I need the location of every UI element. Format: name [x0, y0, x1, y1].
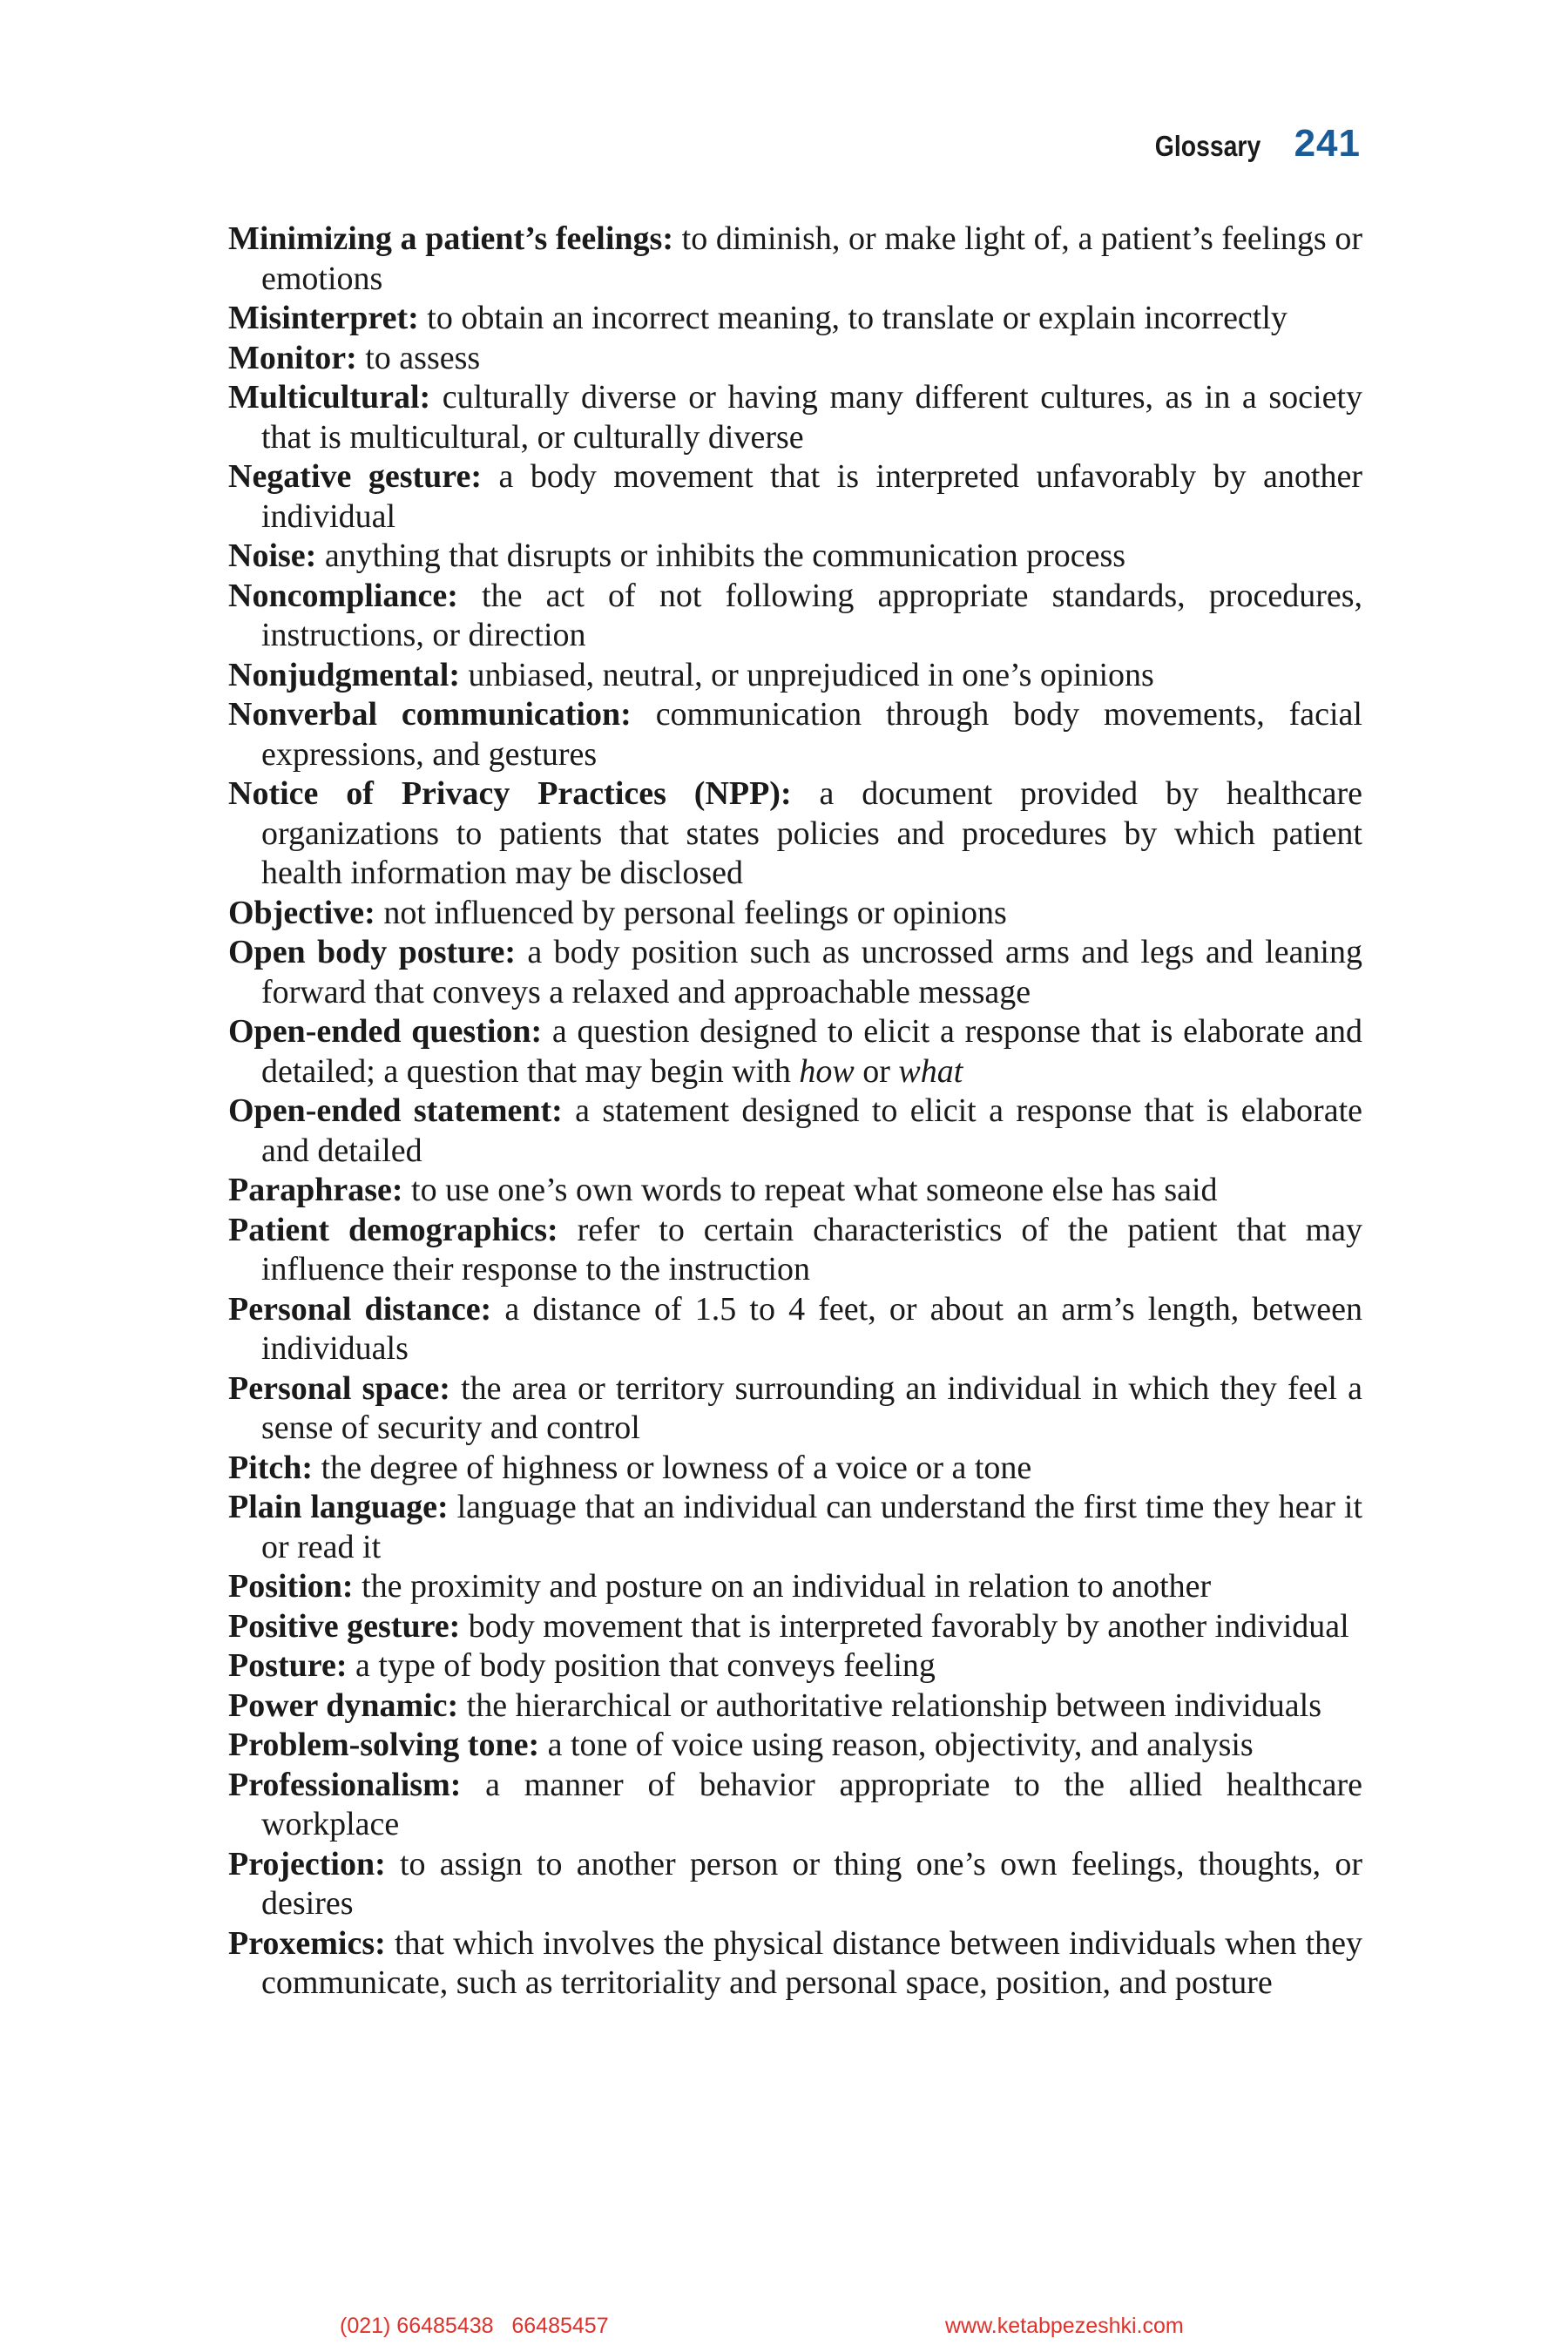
- glossary-definition: to diminish, or make light of, a patient’s feelings or emotions: [261, 220, 1362, 297]
- glossary-term: Multicultural:: [228, 379, 431, 416]
- glossary-entry: [228, 1488, 1362, 1567]
- glossary-entry: [228, 378, 1362, 457]
- glossary-definition-connector: or: [854, 1052, 899, 1090]
- glossary-definition: a tone of voice using reason, objectivity, and analysis: [539, 1727, 1254, 1763]
- glossary-term: Pitch:: [228, 1449, 314, 1486]
- glossary-entry: [228, 1924, 1362, 2004]
- glossary-entry: [228, 339, 1362, 379]
- glossary-term: Nonjudgmental:: [228, 656, 461, 693]
- glossary-entry: [228, 1686, 1362, 1727]
- glossary-term: Negative gesture:: [228, 458, 483, 495]
- glossary-term: Projection:: [228, 1845, 386, 1882]
- glossary-definition: refer to certain characteristics of the patient that may influence their response to the instruction: [261, 1211, 1363, 1288]
- glossary-definition: a body movement that is interpreted unfavorably by another individual: [261, 458, 1362, 535]
- glossary-term: Open body posture:: [228, 934, 517, 970]
- glossary-definition: a manner of behavior appropriate to the allied healthcare workplace: [261, 1766, 1362, 1842]
- glossary-definition: the act of not following appropriate standards, procedures, instructions, or direction: [261, 577, 1362, 653]
- glossary-term: Proxemics:: [228, 1924, 386, 1962]
- glossary-entry: [228, 774, 1362, 894]
- glossary-definition: body movement that is interpreted favorably by another individual: [460, 1607, 1349, 1645]
- glossary-definition: unbiased, neutral, or unprejudiced in one’s opinions: [460, 656, 1154, 693]
- glossary-definition: a document provided by healthcare organizations to patients that states policies and procedures by which patient health information may be disclosed: [261, 775, 1362, 891]
- glossary-entry: [228, 1766, 1362, 1845]
- glossary-definition: anything that disrupts or inhibits the communication process: [316, 537, 1126, 574]
- running-head: [1138, 122, 1361, 166]
- glossary-entry: [228, 1012, 1362, 1092]
- glossary-definition: to use one’s own words to repeat what someone else has said: [402, 1172, 1218, 1208]
- glossary-entry: [228, 1211, 1362, 1290]
- glossary-definition: not influenced by personal feelings or opinions: [375, 894, 1007, 931]
- glossary-term: Monitor:: [228, 339, 357, 376]
- glossary-entry: [228, 1449, 1362, 1489]
- glossary-entry: [228, 220, 1362, 299]
- glossary-term: Personal distance:: [228, 1290, 492, 1328]
- glossary-entry: [228, 1567, 1362, 1607]
- glossary-term: Personal space:: [228, 1369, 450, 1407]
- glossary-term: Noise:: [228, 537, 317, 574]
- glossary-entry: [228, 1607, 1362, 1647]
- glossary-definition: culturally diverse or having many different cultures, as in a society that is multicultural, or culturally diverse: [261, 379, 1362, 456]
- glossary-entry: [228, 1646, 1362, 1686]
- page-number: 241: [1294, 122, 1361, 165]
- glossary-term: Noncompliance:: [228, 577, 458, 614]
- glossary-term: Open-ended question:: [228, 1013, 543, 1050]
- glossary-term: Nonverbal communication:: [228, 696, 632, 733]
- glossary-term: Professionalism:: [228, 1766, 462, 1803]
- glossary-term: Misinterpret:: [228, 300, 419, 336]
- glossary-term: Paraphrase:: [228, 1172, 403, 1208]
- section-title: Glossary: [1155, 130, 1261, 162]
- glossary-entry: [228, 1290, 1362, 1369]
- glossary-definition: a question designed to elicit a response that is elaborate and detailed; a question that may begin with: [261, 1013, 1362, 1090]
- glossary-term: Posture:: [228, 1647, 348, 1684]
- glossary-term: Positive gesture:: [228, 1607, 461, 1645]
- glossary-entry: [228, 299, 1362, 339]
- glossary-term: Position:: [228, 1568, 354, 1605]
- glossary-entry: [228, 457, 1362, 537]
- glossary-entry: [228, 656, 1362, 696]
- glossary-definition: a statement designed to elicit a response that is elaborate and detailed: [261, 1092, 1362, 1169]
- glossary-definition: to assess: [356, 339, 481, 376]
- glossary-entry: [228, 933, 1362, 1012]
- glossary-definition: the area or territory surrounding an individual in which they feel a sense of security and control: [261, 1369, 1363, 1446]
- glossary-definition: that which involves the physical distance between individuals when they communicate, such as territoriality and personal space, position, and posture: [261, 1924, 1362, 2001]
- glossary-term: Problem-solving tone:: [228, 1727, 540, 1763]
- glossary-definition: communication through body movements, facial expressions, and gestures: [261, 696, 1362, 773]
- glossary-entry: [228, 577, 1362, 656]
- glossary-term: Notice of Privacy Practices (NPP):: [228, 775, 792, 812]
- glossary-term: Open-ended statement:: [228, 1092, 563, 1129]
- footer-phone: (021) 66485438 66485457: [340, 2314, 609, 2338]
- glossary-entry: [228, 1845, 1362, 1924]
- glossary-list: [228, 220, 1362, 2004]
- glossary-term: Power dynamic:: [228, 1686, 459, 1724]
- glossary-definition: the hierarchical or authoritative relationship between individuals: [458, 1686, 1322, 1724]
- glossary-entry: [228, 894, 1362, 934]
- glossary-italic-word: how: [799, 1052, 855, 1090]
- glossary-definition: the degree of highness or lowness of a voice or a tone: [313, 1449, 1032, 1486]
- glossary-definition: a type of body position that conveys feeling: [347, 1647, 936, 1684]
- glossary-term: Patient demographics:: [228, 1211, 558, 1248]
- glossary-definition: to assign to another person or thing one’s own feelings, thoughts, or desires: [261, 1845, 1362, 1922]
- footer-website: www.ketabpezeshki.com: [945, 2314, 1184, 2338]
- glossary-entry: [228, 695, 1362, 774]
- glossary-definition: a body position such as uncrossed arms and legs and leaning forward that conveys a relaxed and approachable message: [261, 934, 1362, 1010]
- glossary-term: Minimizing a patient’s feelings:: [228, 220, 673, 257]
- glossary-definition: to obtain an incorrect meaning, to translate or explain incorrectly: [418, 300, 1288, 336]
- glossary-term: Objective:: [228, 894, 375, 931]
- glossary-definition: a distance of 1.5 to 4 feet, or about an arm’s length, between individuals: [261, 1290, 1362, 1367]
- glossary-entry: [228, 1726, 1362, 1766]
- glossary-definition: language that an individual can understand the first time they hear it or read it: [261, 1489, 1362, 1565]
- glossary-italic-word: what: [898, 1052, 963, 1090]
- glossary-entry: [228, 1369, 1362, 1449]
- glossary-definition: the proximity and posture on an individual in relation to another: [353, 1568, 1212, 1605]
- glossary-entry: [228, 537, 1362, 577]
- glossary-entry: [228, 1171, 1362, 1211]
- glossary-term: Plain language:: [228, 1489, 449, 1525]
- glossary-entry: [228, 1092, 1362, 1171]
